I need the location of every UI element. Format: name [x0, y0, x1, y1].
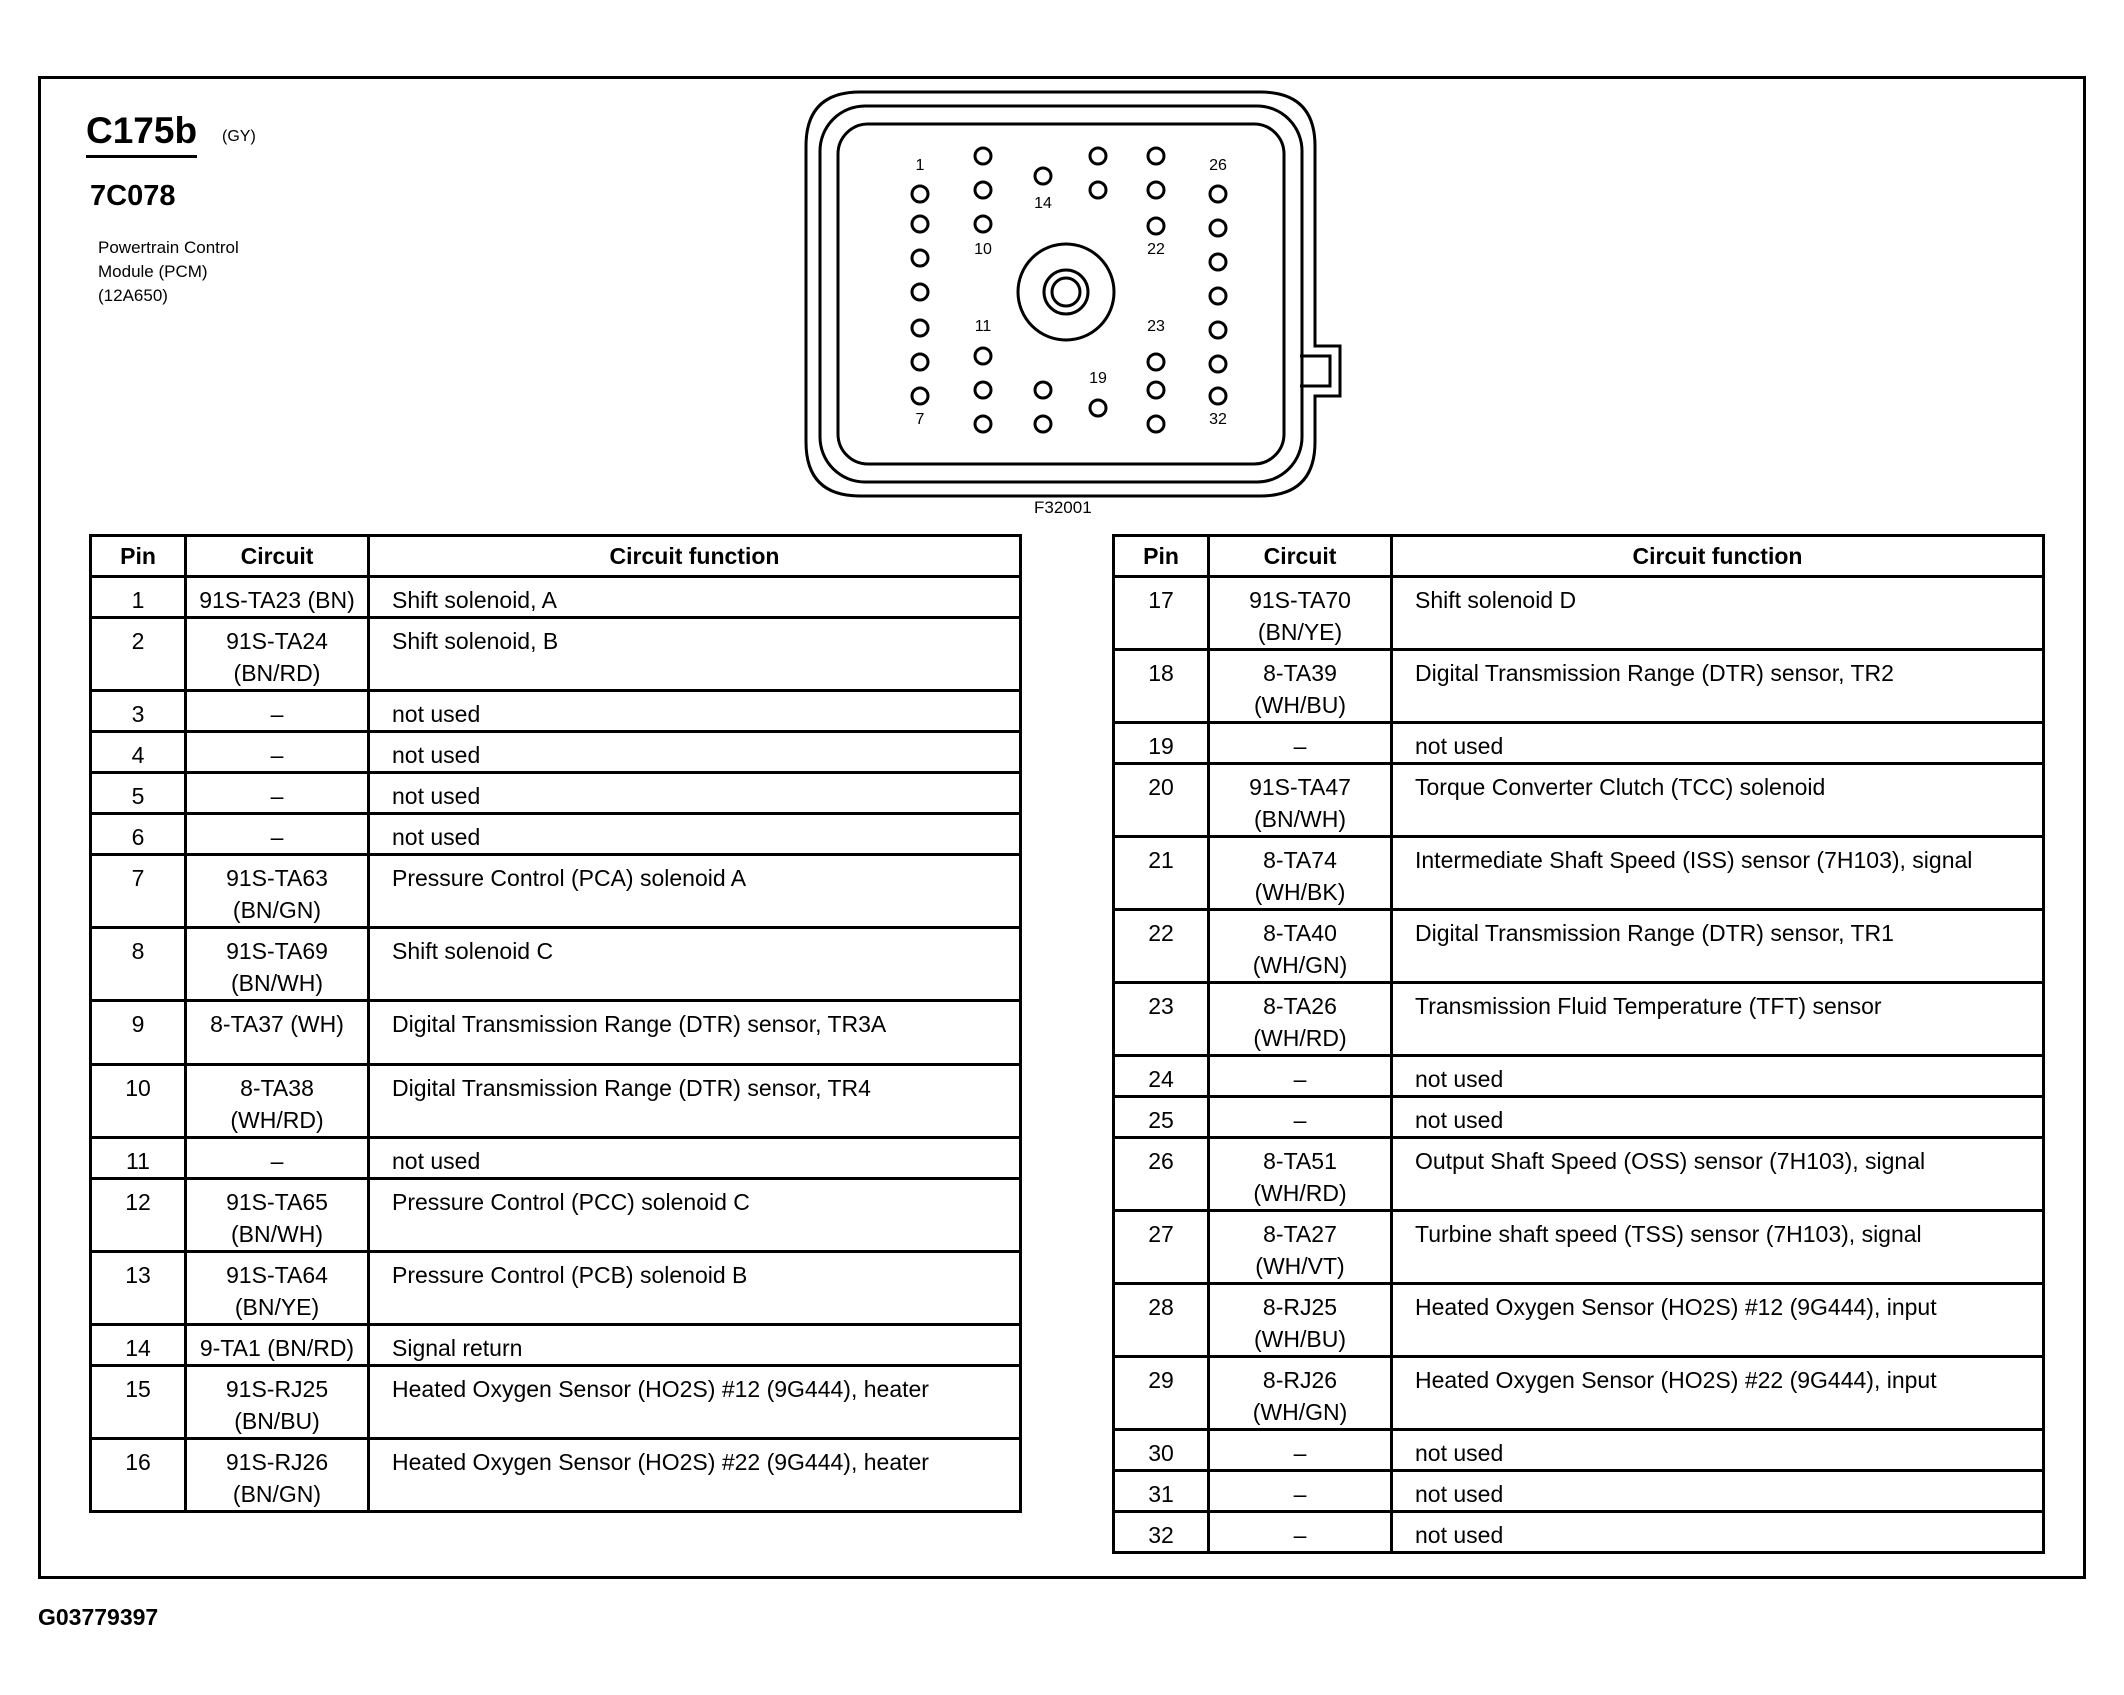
circuit-function: Pressure Control (PCC) solenoid C [369, 1179, 1021, 1252]
circuit-code-line: (WH/RD) [230, 1107, 324, 1133]
pin-number: 7 [91, 855, 186, 928]
pin-label: 19 [1089, 370, 1107, 387]
table-row [91, 618, 1021, 691]
pin-number: 17 [1114, 577, 1209, 650]
table-row [1114, 650, 2044, 723]
pin-hole [975, 348, 991, 364]
circuit-code-line: – [270, 742, 284, 768]
circuit-code-line: 91S-TA64 [226, 1262, 328, 1288]
circuit-code-line: 9-TA1 (BN/RD) [199, 1335, 355, 1361]
table-row [1114, 837, 2044, 910]
pin-number: 30 [1114, 1430, 1209, 1471]
pin-hole [1035, 168, 1051, 184]
circuit-function: not used [369, 1138, 1021, 1179]
pin-hole [1210, 322, 1226, 338]
center-bolt-inner [1052, 278, 1080, 306]
circuit-code-line: (WH/BK) [1254, 879, 1346, 905]
circuit-function: not used [369, 691, 1021, 732]
circuit-code-line: (WH/RD) [1253, 1180, 1347, 1206]
circuit-function: Heated Oxygen Sensor (HO2S) #22 (9G444), heater [369, 1439, 1021, 1512]
circuit-code-line: 91S-TA24 [226, 628, 328, 654]
circuit-code-line: (BN/GN) [232, 1481, 322, 1507]
circuit-code [186, 691, 369, 732]
table-row [91, 814, 1021, 855]
circuit-code [186, 928, 369, 1001]
circuit-code [1209, 1284, 1392, 1357]
table-row [91, 1325, 1021, 1366]
circuit-code-line: 91S-RJ25 [225, 1376, 329, 1402]
pin-hole [1210, 254, 1226, 270]
circuit-function: Heated Oxygen Sensor (HO2S) #12 (9G444), input [1392, 1284, 2044, 1357]
pin-hole [1148, 182, 1164, 198]
table-row [1114, 1284, 2044, 1357]
circuit-function: Digital Transmission Range (DTR) sensor, TR2 [1392, 650, 2044, 723]
pin-number: 15 [91, 1366, 186, 1439]
circuit-function: Shift solenoid, B [369, 618, 1021, 691]
pin-hole [975, 182, 991, 198]
pin-number: 9 [91, 1001, 186, 1065]
circuit-code [1209, 1357, 1392, 1430]
circuit-header: Circuit [186, 536, 369, 577]
circuit-code-line: (WH/RD) [1253, 1025, 1347, 1051]
circuit-function: not used [1392, 1471, 2044, 1512]
pin-number: 21 [1114, 837, 1209, 910]
connector-color: (GY) [222, 128, 256, 145]
pin-label: 26 [1209, 157, 1227, 174]
circuit-header: Circuit [1209, 536, 1392, 577]
circuit-code-line: – [270, 1148, 284, 1174]
table-row [91, 577, 1021, 618]
table-row [1114, 723, 2044, 764]
connector-mid-shell [820, 106, 1302, 482]
part-number: 7C078 [90, 180, 176, 212]
circuit-code [186, 1252, 369, 1325]
circuit-code-line: 91S-TA70 [1249, 587, 1351, 613]
circuit-code-line: 8-RJ26 [1262, 1367, 1338, 1393]
circuit-code-line: (BN/GN) [232, 897, 322, 923]
circuit-code-line: – [1293, 1522, 1307, 1548]
pin-table-right [1112, 534, 2045, 1554]
circuit-function: not used [369, 814, 1021, 855]
circuit-function: not used [1392, 1097, 2044, 1138]
pin-number: 13 [91, 1252, 186, 1325]
pin-hole [975, 382, 991, 398]
circuit-function: Turbine shaft speed (TSS) sensor (7H103), signal [1392, 1211, 2044, 1284]
pin-hole [1210, 220, 1226, 236]
table-row [91, 1252, 1021, 1325]
circuit-function: Shift solenoid D [1392, 577, 2044, 650]
pin-hole [1148, 416, 1164, 432]
pin-hole [912, 354, 928, 370]
pin-holes [912, 148, 1226, 432]
circuit-code-line: 91S-TA69 [226, 938, 328, 964]
pin-hole [1035, 382, 1051, 398]
circuit-code-line: 91S-RJ26 [225, 1449, 329, 1475]
table-row [91, 1439, 1021, 1512]
table-row [91, 1138, 1021, 1179]
circuit-code-line: – [270, 701, 284, 727]
pin-number: 16 [91, 1439, 186, 1512]
circuit-code [186, 1065, 369, 1138]
circuit-function: Shift solenoid, A [369, 577, 1021, 618]
table-row [91, 928, 1021, 1001]
circuit-code-line: – [270, 824, 284, 850]
pin-hole [1090, 182, 1106, 198]
pin-number: 19 [1114, 723, 1209, 764]
pin-number: 1 [91, 577, 186, 618]
circuit-code-line: (WH/BU) [1254, 1326, 1346, 1352]
circuit-code-line: – [1293, 1066, 1307, 1092]
circuit-code [1209, 764, 1392, 837]
circuit-code [1209, 837, 1392, 910]
circuit-code-line: 91S-TA63 [226, 865, 328, 891]
pin-hole [912, 186, 928, 202]
circuit-code-line: (BN/RD) [233, 660, 321, 686]
pin-hole [1210, 388, 1226, 404]
circuit-code [1209, 1138, 1392, 1211]
pin-number: 8 [91, 928, 186, 1001]
pin-hole [1148, 382, 1164, 398]
pin-number: 24 [1114, 1056, 1209, 1097]
table-row [91, 691, 1021, 732]
circuit-code-line: (BN/WH) [1254, 806, 1346, 832]
circuit-code-line: (WH/VT) [1255, 1253, 1345, 1279]
table-row [1114, 1471, 2044, 1512]
circuit-code-line: – [1293, 1440, 1307, 1466]
pin-hole [1210, 186, 1226, 202]
pin-hole [1090, 400, 1106, 416]
circuit-code-line: 8-RJ25 [1262, 1294, 1338, 1320]
circuit-function: not used [369, 773, 1021, 814]
table-row [91, 1179, 1021, 1252]
pin-hole [912, 250, 928, 266]
circuit-function: Heated Oxygen Sensor (HO2S) #12 (9G444), heater [369, 1366, 1021, 1439]
circuit-function: Digital Transmission Range (DTR) sensor, TR4 [369, 1065, 1021, 1138]
pin-label: 11 [974, 318, 992, 335]
circuit-code-line: – [1293, 1481, 1307, 1507]
pin-hole [975, 216, 991, 232]
pin-hole [1148, 354, 1164, 370]
pin-number: 18 [1114, 650, 1209, 723]
circuit-code-line: 8-TA40 [1263, 920, 1337, 946]
table-row [1114, 910, 2044, 983]
pin-number: 12 [91, 1179, 186, 1252]
module-name-line: Module (PCM) [98, 262, 208, 281]
table-header-row [1114, 536, 2044, 577]
connector-latch [1300, 356, 1330, 386]
circuit-code-line: (WH/GN) [1252, 1399, 1348, 1425]
pin-number: 25 [1114, 1097, 1209, 1138]
pin-hole [1148, 148, 1164, 164]
circuit-code [186, 1001, 369, 1065]
pin-number: 27 [1114, 1211, 1209, 1284]
circuit-function: Pressure Control (PCB) solenoid B [369, 1252, 1021, 1325]
pin-number: 2 [91, 618, 186, 691]
pin-hole [1148, 218, 1164, 234]
table-row [1114, 1097, 2044, 1138]
circuit-code-line: (WH/BU) [1254, 692, 1346, 718]
table-header-row [91, 536, 1021, 577]
circuit-code [1209, 910, 1392, 983]
pin-hole [1090, 148, 1106, 164]
module-name [98, 236, 239, 308]
circuit-code [1209, 723, 1392, 764]
graphic-code: G03779397 [38, 1604, 159, 1630]
table-row [91, 1001, 1021, 1065]
pin-number: 28 [1114, 1284, 1209, 1357]
circuit-code [186, 618, 369, 691]
table-row [1114, 1211, 2044, 1284]
pin-labels [916, 157, 1227, 428]
function-header: Circuit function [369, 536, 1021, 577]
pin-number: 11 [91, 1138, 186, 1179]
circuit-code-line: 8-TA51 [1263, 1148, 1337, 1174]
circuit-code-line: 8-TA74 [1263, 847, 1337, 873]
circuit-code [1209, 983, 1392, 1056]
circuit-function: Digital Transmission Range (DTR) sensor, TR3A [369, 1001, 1021, 1065]
circuit-code-line: 8-TA26 [1263, 993, 1337, 1019]
circuit-code [186, 814, 369, 855]
table-row [91, 1366, 1021, 1439]
center-bolt-outer [1018, 244, 1114, 340]
circuit-function: Signal return [369, 1325, 1021, 1366]
pin-number: 26 [1114, 1138, 1209, 1211]
table-row [1114, 1430, 2044, 1471]
pin-label: 23 [1147, 318, 1165, 335]
circuit-function: not used [1392, 723, 2044, 764]
pin-number: 29 [1114, 1357, 1209, 1430]
circuit-function: Intermediate Shaft Speed (ISS) sensor (7H103), signal [1392, 837, 2044, 910]
table-row [1114, 1056, 2044, 1097]
circuit-code [1209, 577, 1392, 650]
pin-hole [1210, 288, 1226, 304]
pin-header: Pin [91, 536, 186, 577]
circuit-code [186, 1439, 369, 1512]
circuit-code [186, 1366, 369, 1439]
pin-hole [1035, 416, 1051, 432]
circuit-code-line: (BN/YE) [1257, 619, 1343, 645]
pin-hole [912, 388, 928, 404]
pin-label: 14 [1034, 195, 1052, 212]
circuit-code [186, 1138, 369, 1179]
circuit-code-line: 8-TA27 [1263, 1221, 1337, 1247]
pin-number: 5 [91, 773, 186, 814]
circuit-code [186, 773, 369, 814]
circuit-code-line: 91S-TA47 [1249, 774, 1351, 800]
circuit-function: Output Shaft Speed (OSS) sensor (7H103), signal [1392, 1138, 2044, 1211]
pin-hole [912, 320, 928, 336]
table-row [1114, 983, 2044, 1056]
table-row [1114, 1138, 2044, 1211]
circuit-code-line: (BN/WH) [231, 970, 323, 996]
circuit-code-line: (BN/BU) [234, 1408, 320, 1434]
table-row [1114, 577, 2044, 650]
pin-label: 1 [915, 157, 925, 174]
pin-number: 23 [1114, 983, 1209, 1056]
pin-label: 10 [974, 241, 992, 258]
circuit-code-line: – [1293, 1107, 1307, 1133]
circuit-function: not used [1392, 1430, 2044, 1471]
circuit-code-line: – [270, 783, 284, 809]
circuit-code [1209, 1097, 1392, 1138]
circuit-function: Torque Converter Clutch (TCC) solenoid [1392, 764, 2044, 837]
pin-hole [912, 284, 928, 300]
circuit-code-line: (BN/WH) [231, 1221, 323, 1247]
circuit-function: not used [369, 732, 1021, 773]
pin-number: 31 [1114, 1471, 1209, 1512]
connector-face-drawing [800, 86, 1360, 506]
table-row [1114, 1357, 2044, 1430]
pin-label: 32 [1209, 411, 1227, 428]
circuit-code [1209, 650, 1392, 723]
circuit-code [186, 1179, 369, 1252]
pin-number: 14 [91, 1325, 186, 1366]
pin-label: 7 [915, 411, 925, 428]
table-row [1114, 1512, 2044, 1553]
pin-number: 4 [91, 732, 186, 773]
table-row [91, 1065, 1021, 1138]
table-row [91, 732, 1021, 773]
pin-label: 22 [1147, 241, 1165, 258]
module-name-line: Powertrain Control [98, 238, 239, 257]
pin-hole [912, 216, 928, 232]
pin-number: 20 [1114, 764, 1209, 837]
pin-number: 32 [1114, 1512, 1209, 1553]
circuit-code [1209, 1056, 1392, 1097]
circuit-code [186, 855, 369, 928]
circuit-function: not used [1392, 1512, 2044, 1553]
circuit-function: Pressure Control (PCA) solenoid A [369, 855, 1021, 928]
circuit-code-line: 8-TA37 (WH) [210, 1011, 344, 1037]
circuit-code [1209, 1430, 1392, 1471]
circuit-code-line: – [1293, 733, 1307, 759]
circuit-function: Shift solenoid C [369, 928, 1021, 1001]
circuit-code [186, 732, 369, 773]
table-row [91, 773, 1021, 814]
circuit-code [186, 577, 369, 618]
module-name-line: (12A650) [98, 286, 168, 305]
table-row [1114, 764, 2044, 837]
circuit-code-line: 91S-TA23 (BN) [199, 587, 355, 613]
pin-hole [975, 416, 991, 432]
table-row [91, 855, 1021, 928]
pin-header: Pin [1114, 536, 1209, 577]
pin-number: 10 [91, 1065, 186, 1138]
figure-code: F32001 [1034, 498, 1092, 517]
circuit-code [1209, 1211, 1392, 1284]
pin-hole [975, 148, 991, 164]
pin-hole [1210, 356, 1226, 372]
connector-outer-shell [806, 92, 1340, 496]
circuit-code-line: (BN/YE) [234, 1294, 320, 1320]
pin-number: 22 [1114, 910, 1209, 983]
circuit-code [186, 1325, 369, 1366]
pin-number: 6 [91, 814, 186, 855]
circuit-code-line: 8-TA39 [1263, 660, 1337, 686]
circuit-function: Heated Oxygen Sensor (HO2S) #22 (9G444), input [1392, 1357, 2044, 1430]
circuit-code-line: 91S-TA65 [226, 1189, 328, 1215]
circuit-function: not used [1392, 1056, 2044, 1097]
function-header: Circuit function [1392, 536, 2044, 577]
circuit-function: Digital Transmission Range (DTR) sensor, TR1 [1392, 910, 2044, 983]
circuit-code-line: (WH/GN) [1252, 952, 1348, 978]
connector-id: C175b [86, 112, 197, 158]
pin-table-left [89, 534, 1022, 1513]
circuit-code [1209, 1471, 1392, 1512]
circuit-code-line: 8-TA38 [240, 1075, 314, 1101]
circuit-code [1209, 1512, 1392, 1553]
circuit-function: Transmission Fluid Temperature (TFT) sensor [1392, 983, 2044, 1056]
pin-number: 3 [91, 691, 186, 732]
